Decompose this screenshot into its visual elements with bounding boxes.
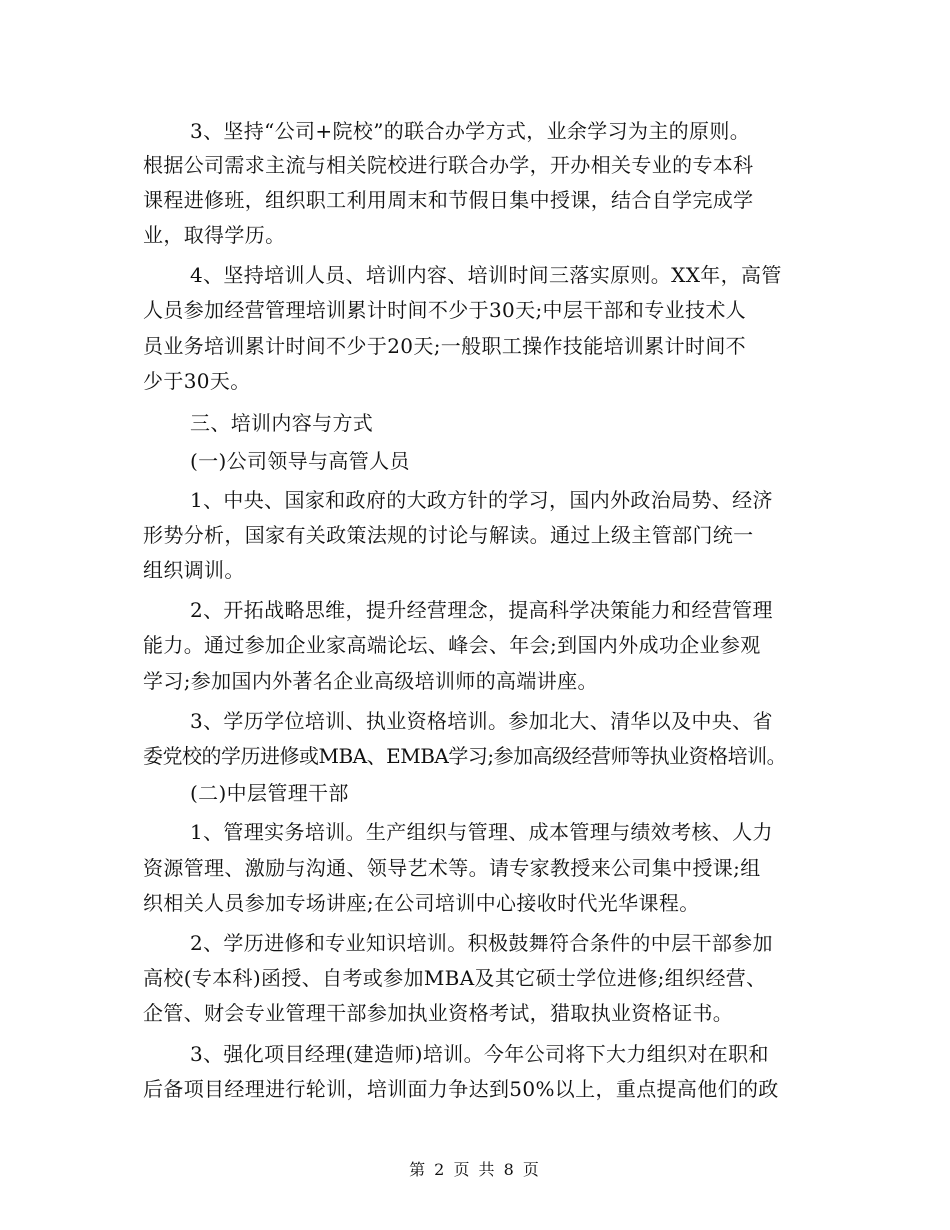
- paragraph-line: 高校(专本科)函授、自考或参加MBA及其它硕士学位进修;组织经营、: [143, 966, 767, 990]
- paragraph-line: 3、坚持“公司+院校”的联合办学方式，业余学习为主的原则。: [190, 119, 751, 143]
- paragraph-line: 企管、财会专业管理干部参加执业资格考试，猎取执业资格证书。: [143, 1001, 734, 1025]
- paragraph-line: 2、学历进修和专业知识培训。积极鼓舞符合条件的中层干部参加: [190, 931, 773, 955]
- paragraph-line: 1、中央、国家和政府的大政方针的学习，国内外政治局势、经济: [190, 488, 773, 512]
- subsection-heading: (二)中层管理干部: [190, 781, 349, 805]
- paragraph-line: 2、开拓战略思维，提升经营理念，提高科学决策能力和经营管理: [190, 598, 773, 622]
- paragraph-line: 资源管理、激励与沟通、领导艺术等。请专家教授来公司集中授课;组: [143, 856, 761, 880]
- page-footer: 第 2 页 共 8 页: [409, 1160, 541, 1179]
- paragraph-line: 学习;参加国内外著名企业高级培训师的高端讲座。: [143, 669, 598, 693]
- paragraph-line: 委党校的学历进修或MBA、EMBA学习;参加高级经营师等执业资格培训。: [143, 744, 787, 768]
- section-heading: 三、培训内容与方式: [190, 411, 374, 435]
- paragraph-line: 1、管理实务培训。生产组织与管理、成本管理与绩效考核、人力: [190, 820, 773, 844]
- paragraph-line: 根据公司需求主流与相关院校进行联合办学，开办相关专业的专本科: [143, 153, 754, 177]
- paragraph-line: 3、强化项目经理(建造师)培训。今年公司将下大力组织对在职和: [190, 1042, 769, 1066]
- paragraph-line: 课程进修班，组织职工利用周末和节假日集中授课，结合自学完成学: [143, 188, 754, 212]
- paragraph-line: 3、学历学位培训、执业资格培训。参加北大、清华以及中央、省: [190, 709, 773, 733]
- paragraph-line: 人员参加经营管理培训累计时间不少于30天;中层干部和专业技术人: [143, 298, 747, 322]
- paragraph-line: 组织调训。: [143, 558, 245, 582]
- paragraph-line: 业，取得学历。: [143, 223, 286, 247]
- subsection-heading: (一)公司领导与高管人员: [190, 449, 410, 473]
- paragraph-line: 4、坚持培训人员、培训内容、培训时间三落实原则。XX年，高管: [190, 263, 782, 287]
- paragraph-line: 少于30天。: [143, 369, 251, 393]
- paragraph-line: 能力。通过参加企业家高端论坛、峰会、年会;到国内外成功企业参观: [143, 633, 761, 657]
- paragraph-line: 后备项目经理进行轮训，培训面力争达到50%以上，重点提高他们的政: [143, 1077, 779, 1101]
- paragraph-line: 员业务培训累计时间不少于20天;一般职工操作技能培训累计时间不: [143, 334, 747, 358]
- paragraph-line: 形势分析，国家有关政策法规的讨论与解读。通过上级主管部门统一: [143, 523, 754, 547]
- paragraph-line: 织相关人员参加专场讲座;在公司培训中心接收时代光华课程。: [143, 891, 700, 915]
